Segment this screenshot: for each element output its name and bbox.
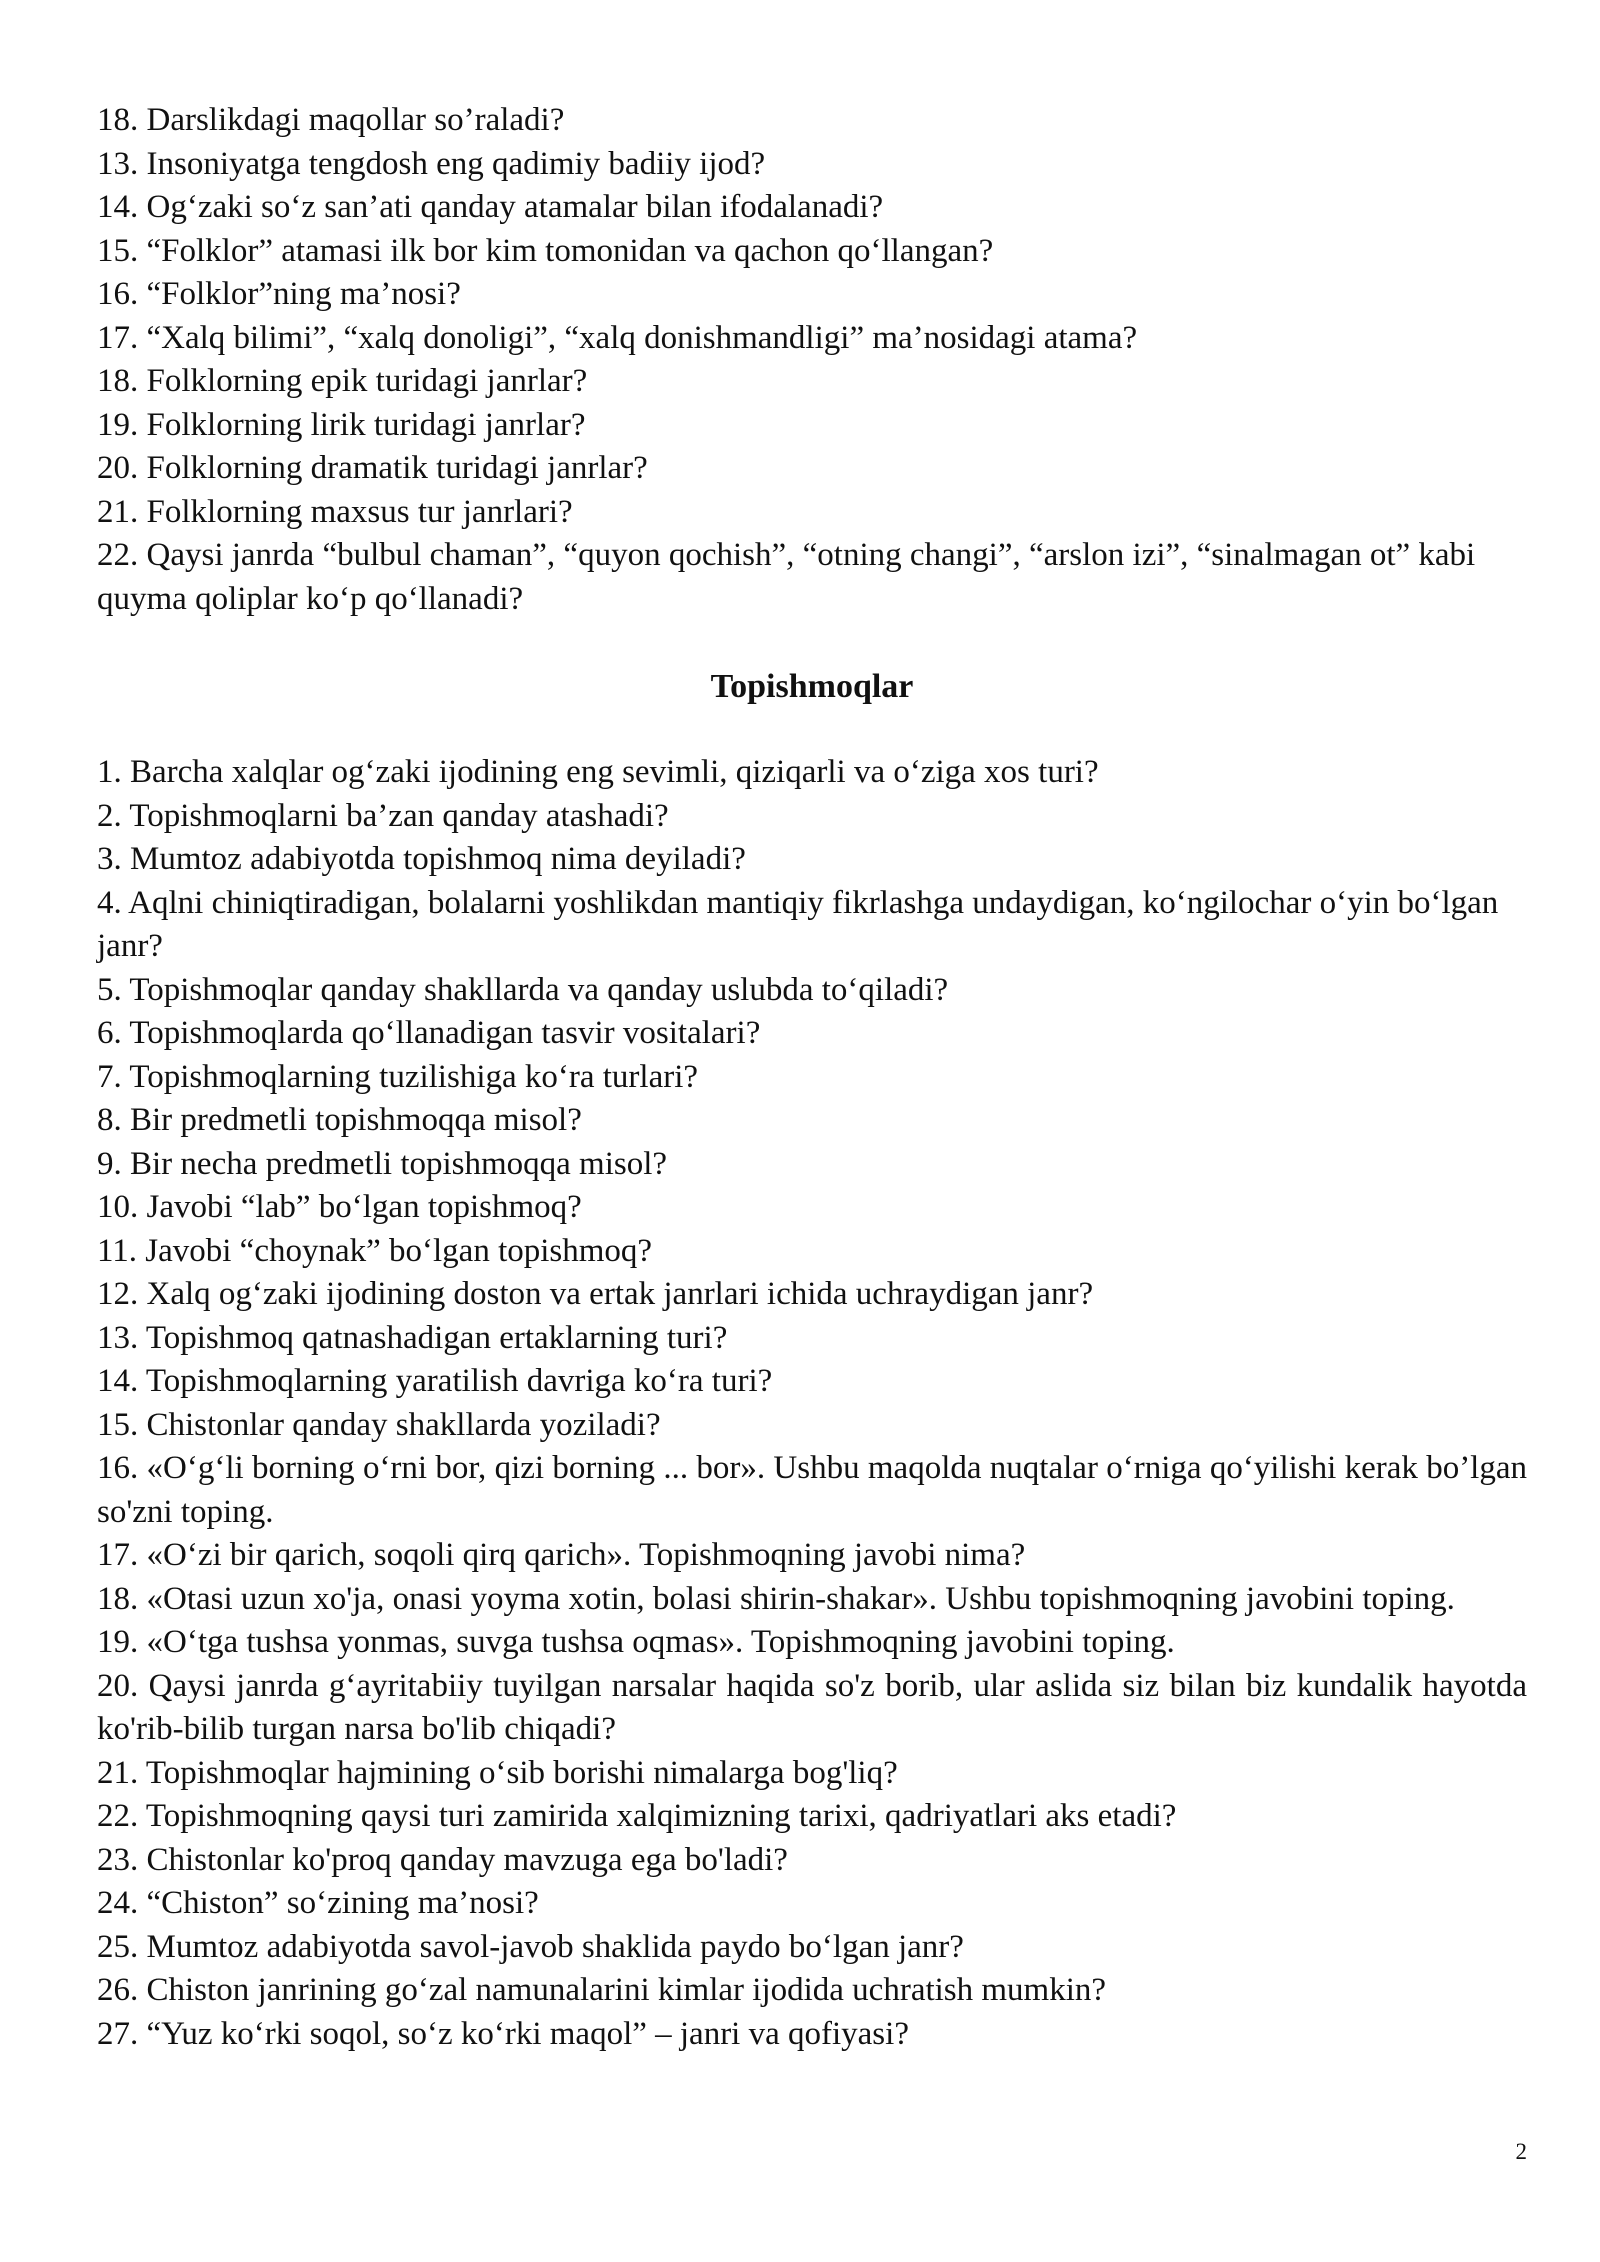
question-item: 14. Topishmoqlarning yaratilish davriga ko‘ra turi? — [97, 1363, 773, 1399]
question-item: 2. Topishmoqlarni ba’zan qanday atashadi? — [97, 797, 669, 834]
question-item: 4. Aqlni chiniqtiradigan, bolalarni yoshlikdan mantiqiy fikrlashga undaydigan, ko‘ngilochar o‘yin bo‘lgan janr? — [97, 884, 1499, 964]
question-item: 20. Qaysi janrda g‘ayritabiiy tuyilgan narsalar haqida so'z borib, ular aslida siz bilan biz kundalik hayotda ko'rib-bilib turgan narsa bo'lib chiqadi? — [97, 1667, 1527, 1747]
question-item: 23. Chistonlar ko'proq qanday mavzuga ega bo'ladi? — [97, 1841, 788, 1878]
question-item: 12. Xalq og‘zaki ijodining doston va ertak janrlari ichida uchraydigan janr? — [97, 1276, 1094, 1312]
question-item: 17. «O‘zi bir qarich, soqoli qirq qarich». Topishmoqning javobi nima? — [97, 1537, 1026, 1573]
question-item: 20. Folklorning dramatik turidagi janrlar? — [97, 450, 648, 486]
question-item: 27. “Yuz ko‘rki soqol, so‘z ko‘rki maqol” – janri va qofiyasi? — [97, 2015, 909, 2052]
question-item: 18. Darslikdagi maqollar so’raladi? — [97, 102, 565, 138]
question-item: 9. Bir necha predmetli topishmoqqa misol? — [97, 1145, 668, 1182]
question-item: 10. Javobi “lab” bo‘lgan topishmoq? — [97, 1189, 582, 1225]
question-item: 1. Barcha xalqlar og‘zaki ijodining eng sevimli, qiziqarli va o‘ziga xos turi? — [97, 754, 1099, 790]
question-item: 16. «O‘g‘li borning o‘rni bor, qizi borning ... bor». Ushbu maqolda nuqtalar o‘rniga qo‘yilishi kerak bo’lgan so'zni toping. — [97, 1450, 1527, 1530]
question-item: 7. Topishmoqlarning tuzilishiga ko‘ra turlari? — [97, 1058, 699, 1095]
section-heading: Topishmoqlar — [710, 668, 914, 705]
question-item: 19. «O‘tga tushsa yonmas, suvga tushsa oqmas». Topishmoqning javobini toping. — [97, 1624, 1175, 1660]
question-item: 26. Chiston janrining go‘zal namunalarini kimlar ijodida uchratish mumkin? — [97, 1972, 1107, 2008]
question-item: 21. Folklorning maxsus tur janrlari? — [97, 493, 573, 530]
question-item: 8. Bir predmetli topishmoqqa misol? — [97, 1102, 582, 1138]
question-item: 11. Javobi “choynak” bo‘lgan topishmoq? — [97, 1232, 653, 1269]
question-item: 22. Topishmoqning qaysi turi zamirida xalqimizning tarixi, qadriyatlari aks etadi? — [97, 1798, 1177, 1834]
question-item: 19. Folklorning lirik turidagi janrlar? — [97, 406, 586, 443]
question-item: 21. Topishmoqlar hajmining o‘sib borishi nimalarga bog'liq? — [97, 1754, 898, 1791]
question-item: 15. “Folklor” atamasi ilk bor kim tomonidan va qachon qo‘llangan? — [97, 232, 994, 269]
question-item: 13. Topishmoq qatnashadigan ertaklarning turi? — [97, 1319, 728, 1356]
page-content — [97, 99, 1527, 2056]
question-list-topishmoqlar — [97, 751, 1527, 2056]
question-item: 25. Mumtoz adabiyotda savol-javob shaklida paydo bo‘lgan janr? — [97, 1928, 964, 1965]
question-item: 18. «Otasi uzun xo'ja, onasi yoyma xotin, bolasi shirin-shakar». Ushbu topishmoqning javobini toping. — [97, 1580, 1455, 1617]
question-item: 24. “Chiston” so‘zining ma’nosi? — [97, 1885, 539, 1921]
question-item: 3. Mumtoz adabiyotda topishmoq nima deyiladi? — [97, 841, 746, 877]
question-item: 13. Insoniyatga tengdosh eng qadimiy badiiy ijod? — [97, 145, 766, 182]
question-item: 14. Og‘zaki so‘z san’ati qanday atamalar bilan ifodalanadi? — [97, 189, 884, 225]
question-item: 15. Chistonlar qanday shakllarda yoziladi? — [97, 1406, 661, 1443]
question-item: 16. “Folklor”ning ma’nosi? — [97, 276, 461, 312]
question-item: 17. “Xalq bilimi”, “xalq donoligi”, “xalq donishmandligi” ma’nosidagi atama? — [97, 319, 1138, 356]
page-number: 2 — [1515, 2139, 1527, 2164]
question-item: 6. Topishmoqlarda qo‘llanadigan tasvir vositalari? — [97, 1015, 761, 1051]
question-item: 5. Topishmoqlar qanday shakllarda va qanday uslubda to‘qiladi? — [97, 971, 949, 1008]
question-item: 22. Qaysi janrda “bulbul chaman”, “quyon qochish”, “otning changi”, “arslon izi”, “sinalmagan ot” kabi quyma qoliplar ko‘p qo‘llanadi? — [97, 537, 1476, 617]
question-item: 18. Folklorning epik turidagi janrlar? — [97, 363, 588, 399]
question-list-folklor — [97, 99, 1527, 621]
